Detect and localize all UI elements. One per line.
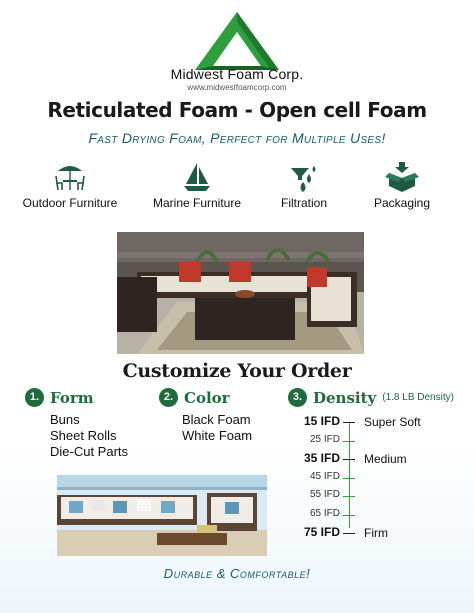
ifd-label: 55 IFD	[309, 489, 340, 500]
form-option: Buns	[50, 412, 80, 427]
density-scale	[298, 414, 448, 540]
density-axis	[349, 422, 350, 528]
step-title: Form	[50, 388, 94, 407]
step-number: 2.	[159, 388, 178, 407]
company-logo	[193, 10, 281, 72]
ifd-label: 25 IFD	[309, 433, 340, 445]
ifd-label: 65 IFD	[309, 507, 340, 519]
use-label: Filtration	[280, 196, 327, 210]
scale-tick	[343, 459, 355, 460]
lounge-photo	[57, 475, 267, 556]
firmness-label: Medium	[364, 452, 407, 466]
scale-tick	[343, 478, 355, 479]
page-headline: Reticulated Foam - Open cell Foam	[47, 98, 427, 122]
scale-tick	[343, 533, 355, 534]
company-website[interactable]: www.midwestfoamcorp.com	[187, 83, 287, 92]
scale-tick	[343, 496, 355, 497]
step-number: 1.	[25, 388, 44, 407]
ifd-label: 15 IFD	[303, 414, 340, 428]
use-packaging	[337, 162, 467, 210]
filter-drops-icon	[287, 162, 321, 192]
use-label: Marine Furniture	[152, 196, 242, 210]
density-subtitle: (1.8 LB Density)	[382, 392, 454, 403]
form-option: Sheet Rolls	[50, 428, 117, 443]
step-color-header	[159, 388, 230, 407]
use-label: Outdoor Furniture	[22, 196, 118, 210]
sailboat-icon	[180, 162, 214, 192]
outdoor-sofa-photo	[117, 232, 364, 354]
color-option: White Foam	[182, 428, 253, 443]
scale-tick	[343, 422, 355, 423]
color-options	[182, 412, 252, 444]
step-title: Density	[313, 388, 377, 407]
customize-title: Customize Your Order	[122, 360, 352, 382]
ifd-label: 45 IFD	[309, 470, 340, 482]
step-number: 3.	[288, 388, 307, 407]
use-label: Packaging	[373, 196, 431, 210]
ifd-label: 75 IFD	[303, 525, 340, 539]
patio-table-icon	[53, 162, 87, 192]
scale-tick	[343, 515, 355, 516]
box-icon	[385, 162, 419, 192]
closing-slogan: Durable & Comfortable!	[163, 566, 311, 581]
ifd-label: 35 IFD	[303, 451, 340, 465]
use-outdoor-furniture	[5, 162, 135, 210]
step-title: Color	[184, 388, 230, 407]
color-option: Black Foam	[182, 412, 251, 427]
form-options	[50, 412, 128, 460]
step-form-header	[25, 388, 94, 407]
firmness-label: Firm	[364, 526, 388, 540]
scale-tick	[343, 441, 355, 442]
firmness-label: Super Soft	[364, 415, 421, 429]
form-option: Die-Cut Parts	[50, 444, 129, 459]
tagline: Fast Drying Foam, Perfect for Multiple Uses!	[88, 130, 386, 146]
step-density-header	[288, 388, 454, 407]
company-name: Midwest Foam Corp.	[170, 66, 304, 82]
